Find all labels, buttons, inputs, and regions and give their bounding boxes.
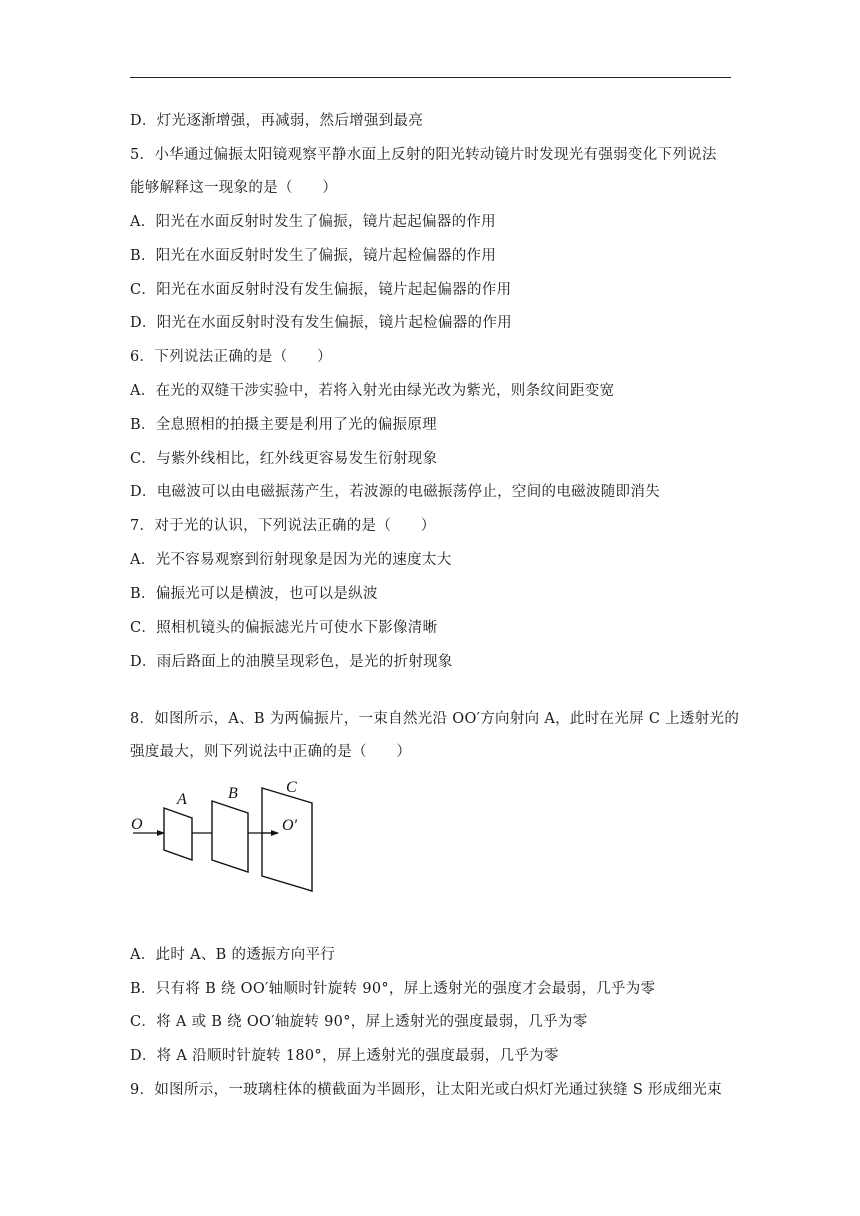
q5-option-a: A．阳光在水面反射时发生了偏振，镜片起起偏器的作用 [130,214,496,230]
q6-option-d: D．电磁波可以由电磁振荡产生，若波源的电磁振荡停止，空间的电磁波随即消失 [130,484,660,500]
q6-option-b: B．全息照相的拍摄主要是利用了光的偏振原理 [130,417,437,433]
label-b: B [228,785,238,802]
q8-option-b: B．只有将 B 绕 OO′轴顺时针旋转 90°，屏上透射光的强度才会最弱，几乎为零 [130,981,656,997]
label-a: A [177,791,187,808]
q7-option-d: D．雨后路面上的油膜呈现彩色，是光的折射现象 [130,654,453,670]
polarizer-b [212,801,248,872]
q8-stem-line-1: 8．如图所示，A、B 为两偏振片，一束自然光沿 OO′方向射向 A，此时在光屏 C 上透射光的 [130,711,740,727]
q8-option-d: D．将 A 沿顺时针旋转 180°，屏上透射光的强度最弱，几乎为零 [130,1048,559,1064]
q7-option-c: C．照相机镜头的偏振滤光片可使水下影像清晰 [130,620,438,636]
q8-option-c: C．将 A 或 B 绕 OO′轴旋转 90°，屏上透射光的强度最弱，几乎为零 [130,1014,588,1030]
q8-stem-line-2: 强度最大，则下列说法中正确的是（ ） [130,744,412,760]
polarizer-a [164,808,192,860]
q5-option-b: B．阳光在水面反射时发生了偏振，镜片起检偏器的作用 [130,248,497,264]
label-c: C [286,780,297,796]
q8-option-a: A．此时 A、B 的透振方向平行 [130,947,336,963]
q9-stem-line-1: 9．如图所示，一玻璃柱体的横截面为半圆形，让太阳光或白炽灯光通过狭缝 S 形成细光束 [130,1082,722,1098]
header-rule [130,77,731,78]
q5-stem-line-2: 能够解释这一现象的是（ ） [130,180,338,196]
label-o-prime: O′ [282,817,298,834]
q6-stem: 6．下列说法正确的是（ ） [130,349,332,365]
q7-option-a: A．光不容易观察到衍射现象是因为光的速度太大 [130,552,452,568]
q4-option-d: D．灯光逐渐增强，再减弱，然后增强到最亮 [130,113,424,129]
q7-stem: 7．对于光的认识，下列说法正确的是（ ） [130,518,436,534]
q6-option-c: C．与紫外线相比，红外线更容易发生衍射现象 [130,451,438,467]
q5-option-d: D．阳光在水面反射时没有发生偏振，镜片起检偏器的作用 [130,315,512,331]
screen-c [262,788,312,891]
q5-stem-line-1: 5．小华通过偏振太阳镜观察平静水面上反射的阳光转动镜片时发现光有强弱变化下列说法 [130,147,717,163]
q6-option-a: A．在光的双缝干涉实验中，若将入射光由绿光改为紫光，则条纹间距变宽 [130,383,615,399]
label-o: O [131,816,143,833]
polarizer-diagram [128,780,328,898]
q5-option-c: C．阳光在水面反射时没有发生偏振，镜片起起偏器的作用 [130,282,512,298]
q7-option-b: B．偏振光可以是横波，也可以是纵波 [130,586,378,602]
